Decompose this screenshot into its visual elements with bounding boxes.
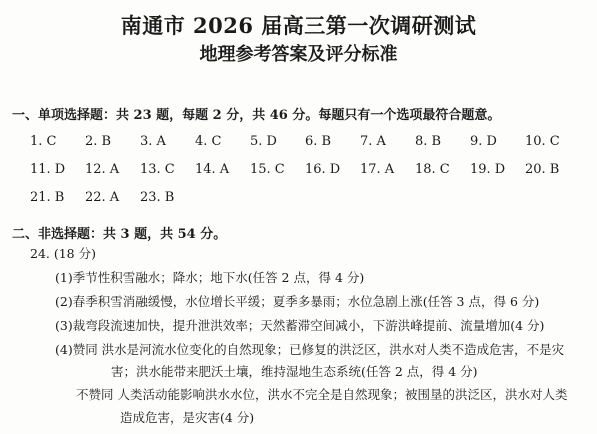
q24-part4-line1: (4)赞同 洪水是河流水位变化的自然现象；已修复的洪泛区，洪水对人类不造成危害，不是灾 (55, 342, 565, 357)
answer-item: 5. D (250, 133, 277, 149)
answer-item: 21. B (30, 189, 65, 205)
answer-item: 13. C (140, 161, 175, 177)
answer-item: 6. B (305, 133, 332, 149)
q24-part4-line4: 造成危害，是灾害(4 分) (120, 410, 255, 425)
answer-item: 16. D (305, 161, 341, 177)
answer-row-1 (30, 127, 590, 155)
answer-item: 4. C (195, 133, 222, 149)
answer-item: 12. A (85, 161, 120, 177)
q24-part2: (2)春季积雪消融缓慢，水位增长平缓；夏季多暴雨；水位急剧上涨(任答 3 点，得 6 分) (55, 294, 540, 309)
answer-item: 8. B (415, 133, 442, 149)
answer-item: 18. C (415, 161, 450, 177)
q24-part4-line2: 害；洪水能带来肥沃土壤，维持湿地生态系统(任答 2 点，得 4 分) (111, 364, 478, 379)
q24-header: 24. (18 分) (30, 246, 96, 261)
answer-item: 2. B (85, 133, 112, 149)
answer-item: 7. A (360, 133, 386, 149)
answer-row-3 (30, 183, 590, 211)
answer-item: 15. C (250, 161, 285, 177)
page-subtitle: 地理参考答案及评分标准 (199, 44, 398, 65)
answer-item: 14. A (195, 161, 230, 177)
answer-item: 22. A (85, 189, 120, 205)
section2-heading: 二、非选择题：共 3 题，共 54 分。 (12, 227, 227, 242)
q24-part4-line3: 不赞同 人类活动能影响洪水水位，洪水不完全是自然现象；被围垦的洪泛区，洪水对人类 (76, 387, 568, 402)
answer-item: 9. D (470, 133, 497, 149)
q24-part1: (1)季节性积雪融水；降水；地下水(任答 2 点，得 4 分) (55, 270, 365, 285)
q24-part3: (3)裁弯段流速加快，提升泄洪效率；天然蓄滞空间减小，下游洪峰提前、流量增加(4 分) (55, 318, 545, 333)
section1-heading: 一、单项选择题：共 23 题，每题 2 分，共 46 分。每题只有一个选项最符合题意。 (12, 108, 501, 123)
answer-item: 11. D (30, 161, 66, 177)
answer-item: 17. A (360, 161, 395, 177)
page-title: 南通市 2026 届高三第一次调研测试 (120, 13, 477, 38)
answer-item: 19. D (470, 161, 506, 177)
answer-item: 1. C (30, 133, 57, 149)
answer-row-2 (30, 155, 590, 183)
answer-item: 3. A (140, 133, 166, 149)
answer-item: 20. B (525, 161, 560, 177)
answer-item: 10. C (525, 133, 560, 149)
answer-grid (30, 127, 590, 211)
answer-item: 23. B (140, 189, 175, 205)
